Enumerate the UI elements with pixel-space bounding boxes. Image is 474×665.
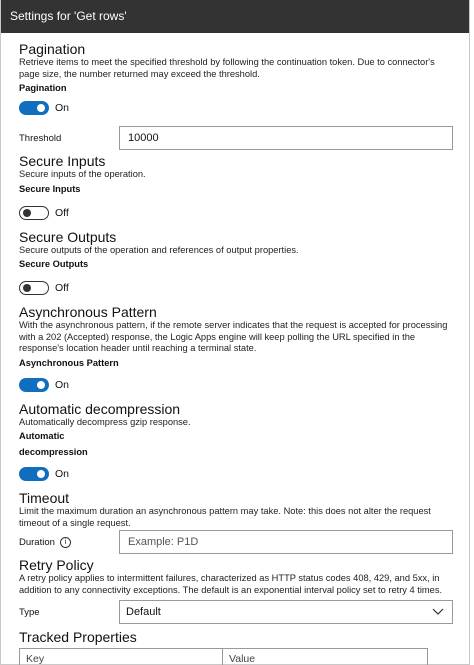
async-pattern-title: Asynchronous Pattern [19,304,157,320]
retry-policy-description: A retry policy applies to intermittent failures, characterized as HTTP status codes 408, 429, and 5xx, in addition to any connectivity exceptions. The default is an exponential interval policy set to retry 4 times. [19,573,443,595]
timeout-description: Limit the maximum duration an asynchronous pattern may take. Note: this does not alter the request timeout of a single request. [19,506,431,528]
retry-policy-title: Retry Policy [19,557,94,573]
async-pattern-section [19,304,469,395]
secure-outputs-title: Secure Outputs [19,228,117,245]
retry-policy-section [19,557,469,625]
chevron-down-icon [432,605,444,617]
settings-content [1,33,469,665]
pagination-title: Pagination [19,41,86,57]
tracked-properties-title: Tracked Properties [19,629,137,645]
toggle-knob [23,209,31,217]
pagination-toggle[interactable] [19,101,49,115]
async-pattern-field-label: Asynchronous Pattern [19,357,119,368]
secure-outputs-field-label: Secure Outputs [19,259,89,269]
timeout-section [19,490,469,555]
auto-decompression-toggle-row [19,464,469,484]
auto-decompression-toggle-state: On [55,468,70,480]
secure-outputs-description: Secure outputs of the operation and references of output properties. [19,244,299,255]
auto-decompression-field-label-line1: Automatic [19,431,65,441]
threshold-input[interactable]: 10000 [119,126,453,150]
toggle-knob [37,470,45,478]
duration-row [19,529,469,555]
pagination-section [19,41,469,151]
toggle-knob [23,284,31,292]
auto-decompression-title: Automatic decompression [19,400,181,417]
secure-inputs-toggle-row [19,203,469,223]
secure-outputs-toggle-state: Off [55,282,69,294]
retry-type-selected: Default [126,606,161,618]
pagination-field-label: Pagination [19,83,67,93]
async-pattern-toggle[interactable] [19,378,49,392]
secure-inputs-description: Secure inputs of the operation. [19,169,146,179]
secure-inputs-section [19,153,469,223]
pagination-description: Retrieve items to meet the specified threshold by following the continuation token. Due to connector's page size, the number returned may exceed the threshold. [19,57,435,79]
tracked-key-input[interactable]: Key [19,648,223,665]
threshold-label: Threshold [19,132,62,144]
tracked-properties-row [19,648,469,665]
auto-decompression-description: Automatically decompress gzip response. [19,416,191,427]
timeout-title: Timeout [19,490,70,506]
pagination-toggle-state: On [55,102,70,114]
retry-type-row [19,599,469,625]
async-pattern-toggle-row [19,375,469,395]
duration-label-wrap [19,537,119,548]
pagination-toggle-row [19,98,469,118]
toggle-knob [37,381,45,389]
duration-label: Duration [19,536,55,548]
auto-decompression-section [19,401,469,485]
tracked-properties-section [19,629,469,665]
secure-outputs-section [19,229,469,299]
duration-input[interactable]: Example: P1D [119,530,453,554]
tracked-value-input[interactable]: Value [223,648,428,665]
auto-decompression-field-label-line2: decompression [19,447,88,457]
async-pattern-description: With the asynchronous pattern, if the remote server indicates that the request is accepted for processing with a 202 (Accepted) response, the Logic Apps engine will keep polling the URL specified in the response's location header until reaching a terminal state. [19,320,448,353]
secure-inputs-field-label: Secure Inputs [19,183,81,194]
secure-inputs-toggle-state: Off [55,206,69,219]
retry-type-label: Type [19,606,40,618]
retry-type-select[interactable] [119,600,453,624]
panel-title: Settings for 'Get rows' [1,0,469,33]
toggle-knob [37,104,45,112]
threshold-row [19,125,469,151]
secure-outputs-toggle-row [19,278,469,298]
info-icon[interactable]: i [60,537,71,548]
async-pattern-toggle-state: On [55,378,70,391]
auto-decompression-toggle[interactable] [19,467,49,481]
secure-outputs-toggle[interactable] [19,281,49,295]
secure-inputs-title: Secure Inputs [19,153,106,169]
secure-inputs-toggle[interactable] [19,206,49,220]
